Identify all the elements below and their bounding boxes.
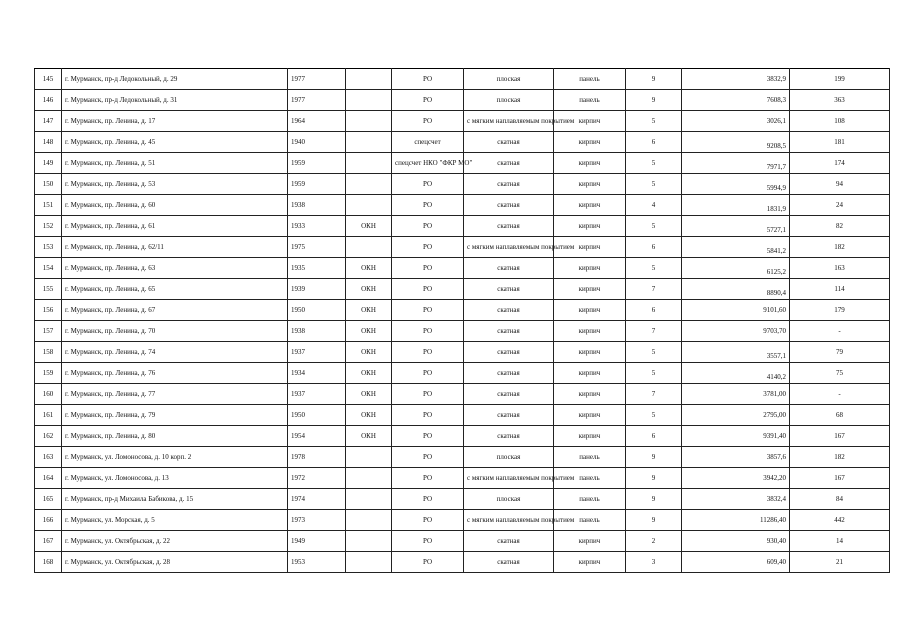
build-year-cell: 1938 xyxy=(288,195,346,216)
residents-cell: 94 xyxy=(790,174,890,195)
address-cell: г. Мурманск, пр-д Михаила Бабикова, д. 15 xyxy=(62,489,288,510)
floors-cell: 5 xyxy=(626,111,682,132)
roof-type-cell: скатная xyxy=(464,552,554,573)
row-number-cell: 158 xyxy=(35,342,62,363)
address-cell: г. Мурманск, пр. Ленина, д. 70 xyxy=(62,321,288,342)
area-value: 6125,2 xyxy=(766,268,786,276)
fund-method-cell: РО xyxy=(392,300,464,321)
area-cell xyxy=(682,132,790,153)
row-number-cell: 163 xyxy=(35,447,62,468)
table-row xyxy=(35,111,890,132)
wall-material-cell: кирпич xyxy=(554,552,626,573)
residents-cell: 442 xyxy=(790,510,890,531)
build-year-cell: 1964 xyxy=(288,111,346,132)
address-cell: г. Мурманск, пр. Ленина, д. 51 xyxy=(62,153,288,174)
fund-method-cell: РО xyxy=(392,405,464,426)
roof-type-cell: с мягким наплавляемым покрытием xyxy=(464,111,554,132)
roof-type-cell: скатная xyxy=(464,405,554,426)
fund-method-cell: РО xyxy=(392,279,464,300)
table-row xyxy=(35,426,890,447)
address-cell: г. Мурманск, пр. Ленина, д. 63 xyxy=(62,258,288,279)
roof-type-cell: с мягким наплавляемым покрытием xyxy=(464,468,554,489)
wall-material-cell: панель xyxy=(554,510,626,531)
roof-type-cell: плоская xyxy=(464,90,554,111)
roof-type-cell: плоская xyxy=(464,489,554,510)
wall-material-cell: панель xyxy=(554,468,626,489)
table-row xyxy=(35,363,890,384)
row-number-cell: 157 xyxy=(35,321,62,342)
heritage-status-cell: ОКН xyxy=(346,405,392,426)
address-cell: г. Мурманск, ул. Ломоносова, д. 10 корп. 2 xyxy=(62,447,288,468)
fund-method-cell: РО xyxy=(392,468,464,489)
heritage-status-cell xyxy=(346,153,392,174)
roof-type-cell: с мягким наплавляемым покрытием xyxy=(464,510,554,531)
wall-material-cell: кирпич xyxy=(554,216,626,237)
area-cell: 3942,20 xyxy=(682,468,790,489)
area-cell xyxy=(682,153,790,174)
wall-material-cell: кирпич xyxy=(554,258,626,279)
area-cell: 3832,9 xyxy=(682,69,790,90)
area-cell: 3857,6 xyxy=(682,447,790,468)
floors-cell: 6 xyxy=(626,132,682,153)
row-number-cell: 164 xyxy=(35,468,62,489)
area-cell: 3026,1 xyxy=(682,111,790,132)
fund-method-cell: РО xyxy=(392,489,464,510)
build-year-cell: 1937 xyxy=(288,384,346,405)
residents-cell: 179 xyxy=(790,300,890,321)
address-cell: г. Мурманск, пр. Ленина, д. 53 xyxy=(62,174,288,195)
fund-method-cell: РО xyxy=(392,174,464,195)
heritage-status-cell xyxy=(346,552,392,573)
address-cell: г. Мурманск, ул. Ломоносова, д. 13 xyxy=(62,468,288,489)
table-row xyxy=(35,195,890,216)
table-row xyxy=(35,342,890,363)
floors-cell: 5 xyxy=(626,363,682,384)
table-row xyxy=(35,216,890,237)
address-cell: г. Мурманск, пр. Ленина, д. 80 xyxy=(62,426,288,447)
residents-cell: 167 xyxy=(790,468,890,489)
roof-type-cell: скатная xyxy=(464,195,554,216)
wall-material-cell: кирпич xyxy=(554,279,626,300)
roof-type-cell: скатная xyxy=(464,132,554,153)
roof-type-cell: скатная xyxy=(464,321,554,342)
build-year-cell: 1978 xyxy=(288,447,346,468)
fund-method-cell: РО xyxy=(392,216,464,237)
build-year-cell: 1977 xyxy=(288,90,346,111)
floors-cell: 7 xyxy=(626,321,682,342)
row-number-cell: 166 xyxy=(35,510,62,531)
row-number-cell: 148 xyxy=(35,132,62,153)
floors-cell: 6 xyxy=(626,300,682,321)
area-cell xyxy=(682,237,790,258)
wall-material-cell: кирпич xyxy=(554,132,626,153)
area-cell: 2795,00 xyxy=(682,405,790,426)
heritage-status-cell xyxy=(346,111,392,132)
area-value: 5994,9 xyxy=(766,184,786,192)
floors-cell: 3 xyxy=(626,552,682,573)
floors-cell: 5 xyxy=(626,405,682,426)
table-row xyxy=(35,447,890,468)
build-year-cell: 1954 xyxy=(288,426,346,447)
heritage-status-cell xyxy=(346,90,392,111)
floors-cell: 5 xyxy=(626,174,682,195)
area-cell: 930,40 xyxy=(682,531,790,552)
row-number-cell: 168 xyxy=(35,552,62,573)
build-year-cell: 1950 xyxy=(288,405,346,426)
wall-material-cell: кирпич xyxy=(554,426,626,447)
fund-method-cell: РО xyxy=(392,111,464,132)
roof-type-cell: скатная xyxy=(464,384,554,405)
roof-type-cell: скатная xyxy=(464,174,554,195)
fund-method-cell: спецсчет НКО "ФКР МО" xyxy=(392,153,464,174)
area-cell xyxy=(682,279,790,300)
row-number-cell: 159 xyxy=(35,363,62,384)
residents-cell: - xyxy=(790,384,890,405)
build-year-cell: 1937 xyxy=(288,342,346,363)
residents-cell: 163 xyxy=(790,258,890,279)
wall-material-cell: кирпич xyxy=(554,363,626,384)
address-cell: г. Мурманск, пр. Ленина, д. 76 xyxy=(62,363,288,384)
roof-type-cell: скатная xyxy=(464,531,554,552)
residents-cell: 114 xyxy=(790,279,890,300)
heritage-status-cell: ОКН xyxy=(346,321,392,342)
area-cell xyxy=(682,174,790,195)
table-row xyxy=(35,384,890,405)
floors-cell: 9 xyxy=(626,489,682,510)
floors-cell: 5 xyxy=(626,258,682,279)
table-row xyxy=(35,552,890,573)
build-year-cell: 1940 xyxy=(288,132,346,153)
residents-cell: 24 xyxy=(790,195,890,216)
row-number-cell: 151 xyxy=(35,195,62,216)
area-cell xyxy=(682,363,790,384)
table-row xyxy=(35,237,890,258)
build-year-cell: 1949 xyxy=(288,531,346,552)
build-year-cell: 1953 xyxy=(288,552,346,573)
residents-cell: 21 xyxy=(790,552,890,573)
fund-method-cell: РО xyxy=(392,447,464,468)
address-cell: г. Мурманск, пр. Ленина, д. 60 xyxy=(62,195,288,216)
build-year-cell: 1935 xyxy=(288,258,346,279)
heritage-status-cell xyxy=(346,237,392,258)
heritage-status-cell: ОКН xyxy=(346,279,392,300)
heritage-status-cell xyxy=(346,132,392,153)
heritage-status-cell: ОКН xyxy=(346,363,392,384)
residents-cell: 182 xyxy=(790,447,890,468)
area-cell: 11286,40 xyxy=(682,510,790,531)
build-year-cell: 1972 xyxy=(288,468,346,489)
area-cell xyxy=(682,195,790,216)
fund-method-cell: РО xyxy=(392,90,464,111)
residents-cell: 84 xyxy=(790,489,890,510)
area-value: 5727,1 xyxy=(766,226,786,234)
fund-method-cell: РО xyxy=(392,363,464,384)
wall-material-cell: панель xyxy=(554,90,626,111)
build-year-cell: 1977 xyxy=(288,69,346,90)
address-cell: г. Мурманск, пр-д Ледокольный, д. 31 xyxy=(62,90,288,111)
row-number-cell: 165 xyxy=(35,489,62,510)
address-cell: г. Мурманск, ул. Октябрьская, д. 22 xyxy=(62,531,288,552)
floors-cell: 5 xyxy=(626,216,682,237)
floors-cell: 9 xyxy=(626,69,682,90)
heritage-status-cell xyxy=(346,531,392,552)
wall-material-cell: кирпич xyxy=(554,384,626,405)
table-row xyxy=(35,531,890,552)
area-value: 9208,5 xyxy=(766,142,786,150)
build-year-cell: 1975 xyxy=(288,237,346,258)
row-number-cell: 160 xyxy=(35,384,62,405)
build-year-cell: 1933 xyxy=(288,216,346,237)
row-number-cell: 146 xyxy=(35,90,62,111)
heritage-status-cell: ОКН xyxy=(346,426,392,447)
table-row xyxy=(35,132,890,153)
area-value: 3557,1 xyxy=(766,352,786,360)
fund-method-cell: РО xyxy=(392,258,464,279)
floors-cell: 9 xyxy=(626,468,682,489)
residents-cell: 108 xyxy=(790,111,890,132)
address-cell: г. Мурманск, пр. Ленина, д. 74 xyxy=(62,342,288,363)
wall-material-cell: кирпич xyxy=(554,321,626,342)
area-cell: 3832,4 xyxy=(682,489,790,510)
wall-material-cell: кирпич xyxy=(554,174,626,195)
table-row xyxy=(35,174,890,195)
area-value: 7971,7 xyxy=(766,163,786,171)
row-number-cell: 155 xyxy=(35,279,62,300)
build-year-cell: 1973 xyxy=(288,510,346,531)
heritage-status-cell xyxy=(346,447,392,468)
address-cell: г. Мурманск, пр. Ленина, д. 62/11 xyxy=(62,237,288,258)
build-year-cell: 1974 xyxy=(288,489,346,510)
area-value: 4140,2 xyxy=(766,373,786,381)
fund-method-cell: РО xyxy=(392,552,464,573)
row-number-cell: 167 xyxy=(35,531,62,552)
wall-material-cell: кирпич xyxy=(554,405,626,426)
heritage-status-cell: ОКН xyxy=(346,384,392,405)
address-cell: г. Мурманск, пр. Ленина, д. 77 xyxy=(62,384,288,405)
row-number-cell: 156 xyxy=(35,300,62,321)
housing-registry-table xyxy=(34,68,890,573)
heritage-status-cell xyxy=(346,195,392,216)
address-cell: г. Мурманск, пр. Ленина, д. 17 xyxy=(62,111,288,132)
roof-type-cell: плоская xyxy=(464,69,554,90)
floors-cell: 2 xyxy=(626,531,682,552)
heritage-status-cell xyxy=(346,510,392,531)
floors-cell: 4 xyxy=(626,195,682,216)
area-cell: 7608,3 xyxy=(682,90,790,111)
fund-method-cell: РО xyxy=(392,195,464,216)
registry-body xyxy=(35,69,890,573)
table-row xyxy=(35,321,890,342)
row-number-cell: 154 xyxy=(35,258,62,279)
table-row xyxy=(35,489,890,510)
floors-cell: 6 xyxy=(626,237,682,258)
table-row xyxy=(35,90,890,111)
fund-method-cell: спецсчет xyxy=(392,132,464,153)
wall-material-cell: кирпич xyxy=(554,237,626,258)
heritage-status-cell: ОКН xyxy=(346,300,392,321)
build-year-cell: 1959 xyxy=(288,153,346,174)
area-value: 1831,9 xyxy=(766,205,786,213)
roof-type-cell: скатная xyxy=(464,153,554,174)
residents-cell: 174 xyxy=(790,153,890,174)
build-year-cell: 1959 xyxy=(288,174,346,195)
wall-material-cell: панель xyxy=(554,489,626,510)
address-cell: г. Мурманск, пр. Ленина, д. 67 xyxy=(62,300,288,321)
heritage-status-cell: ОКН xyxy=(346,342,392,363)
row-number-cell: 153 xyxy=(35,237,62,258)
heritage-status-cell: ОКН xyxy=(346,216,392,237)
table-row xyxy=(35,405,890,426)
table-row xyxy=(35,153,890,174)
fund-method-cell: РО xyxy=(392,426,464,447)
fund-method-cell: РО xyxy=(392,384,464,405)
wall-material-cell: панель xyxy=(554,69,626,90)
wall-material-cell: кирпич xyxy=(554,342,626,363)
wall-material-cell: кирпич xyxy=(554,531,626,552)
floors-cell: 9 xyxy=(626,90,682,111)
address-cell: г. Мурманск, пр-д Ледокольный, д. 29 xyxy=(62,69,288,90)
area-cell xyxy=(682,216,790,237)
residents-cell: 167 xyxy=(790,426,890,447)
floors-cell: 5 xyxy=(626,153,682,174)
fund-method-cell: РО xyxy=(392,237,464,258)
residents-cell: 199 xyxy=(790,69,890,90)
row-number-cell: 152 xyxy=(35,216,62,237)
wall-material-cell: кирпич xyxy=(554,111,626,132)
roof-type-cell: скатная xyxy=(464,342,554,363)
roof-type-cell: скатная xyxy=(464,426,554,447)
floors-cell: 9 xyxy=(626,447,682,468)
address-cell: г. Мурманск, пр. Ленина, д. 65 xyxy=(62,279,288,300)
area-cell xyxy=(682,258,790,279)
row-number-cell: 149 xyxy=(35,153,62,174)
wall-material-cell: панель xyxy=(554,447,626,468)
residents-cell: 68 xyxy=(790,405,890,426)
table-row xyxy=(35,300,890,321)
table-row xyxy=(35,69,890,90)
heritage-status-cell xyxy=(346,468,392,489)
table-row xyxy=(35,510,890,531)
address-cell: г. Мурманск, ул. Морская, д. 5 xyxy=(62,510,288,531)
floors-cell: 5 xyxy=(626,342,682,363)
area-value: 5841,2 xyxy=(766,247,786,255)
roof-type-cell: скатная xyxy=(464,300,554,321)
residents-cell: 82 xyxy=(790,216,890,237)
address-cell: г. Мурманск, пр. Ленина, д. 79 xyxy=(62,405,288,426)
residents-cell: 14 xyxy=(790,531,890,552)
row-number-cell: 145 xyxy=(35,69,62,90)
roof-type-cell: с мягким наплавляемым покрытием xyxy=(464,237,554,258)
address-cell: г. Мурманск, ул. Октябрьская, д. 28 xyxy=(62,552,288,573)
table-row xyxy=(35,279,890,300)
area-cell: 609,40 xyxy=(682,552,790,573)
row-number-cell: 162 xyxy=(35,426,62,447)
residents-cell: 363 xyxy=(790,90,890,111)
row-number-cell: 150 xyxy=(35,174,62,195)
roof-type-cell: скатная xyxy=(464,216,554,237)
wall-material-cell: кирпич xyxy=(554,153,626,174)
residents-cell: 79 xyxy=(790,342,890,363)
wall-material-cell: кирпич xyxy=(554,300,626,321)
table-row xyxy=(35,468,890,489)
build-year-cell: 1939 xyxy=(288,279,346,300)
heritage-status-cell: ОКН xyxy=(346,258,392,279)
table-row xyxy=(35,258,890,279)
floors-cell: 7 xyxy=(626,279,682,300)
area-cell: 9391,40 xyxy=(682,426,790,447)
residents-cell: 181 xyxy=(790,132,890,153)
floors-cell: 7 xyxy=(626,384,682,405)
address-cell: г. Мурманск, пр. Ленина, д. 61 xyxy=(62,216,288,237)
build-year-cell: 1938 xyxy=(288,321,346,342)
residents-cell: - xyxy=(790,321,890,342)
fund-method-cell: РО xyxy=(392,69,464,90)
area-cell: 9703,70 xyxy=(682,321,790,342)
fund-method-cell: РО xyxy=(392,531,464,552)
fund-method-cell: РО xyxy=(392,321,464,342)
row-number-cell: 147 xyxy=(35,111,62,132)
residents-cell: 182 xyxy=(790,237,890,258)
heritage-status-cell xyxy=(346,69,392,90)
roof-type-cell: скатная xyxy=(464,258,554,279)
floors-cell: 6 xyxy=(626,426,682,447)
heritage-status-cell xyxy=(346,174,392,195)
area-cell: 9101,60 xyxy=(682,300,790,321)
roof-type-cell: плоская xyxy=(464,447,554,468)
area-value: 8890,4 xyxy=(766,289,786,297)
roof-type-cell: скатная xyxy=(464,363,554,384)
area-cell: 3781,00 xyxy=(682,384,790,405)
build-year-cell: 1934 xyxy=(288,363,346,384)
fund-method-cell: РО xyxy=(392,510,464,531)
address-cell: г. Мурманск, пр. Ленина, д. 45 xyxy=(62,132,288,153)
residents-cell: 75 xyxy=(790,363,890,384)
fund-method-cell: РО xyxy=(392,342,464,363)
row-number-cell: 161 xyxy=(35,405,62,426)
roof-type-cell: скатная xyxy=(464,279,554,300)
wall-material-cell: кирпич xyxy=(554,195,626,216)
floors-cell: 9 xyxy=(626,510,682,531)
area-cell xyxy=(682,342,790,363)
heritage-status-cell xyxy=(346,489,392,510)
build-year-cell: 1950 xyxy=(288,300,346,321)
